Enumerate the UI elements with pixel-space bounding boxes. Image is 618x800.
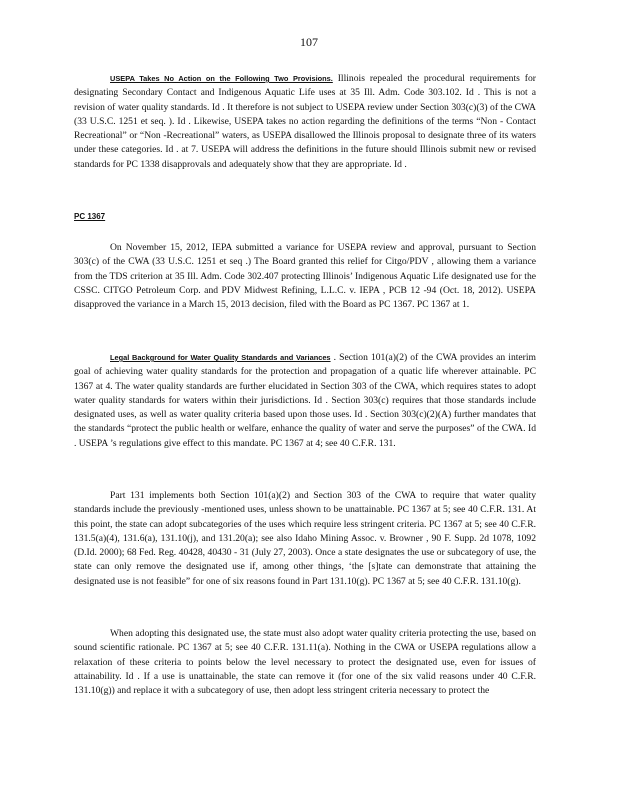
paragraph-text: Part 131 implements both Section 101(a)(2) and Section 303 of the CWA to require that water quality standards include the previously -mentioned uses, unless shown to be unattainable. PC 1367 at 5; see 40 C.F.R. 131. At this point, the state can adopt subcategories of the uses which require less stringent criteria. PC 1367 at 5; see 40 C.F.R. 131.5(a)(4), 131.6(a), 131.10(j), and 131.20(a); see also Idaho Mining Assoc. v. Browner , 90 F. Supp. 2d 1078, 1092 (D.Id. 2000); 68 Fed. Reg. 40428, 40430 - 31 (July 27, 2003). Once a state designates the use or subcategory of use, the state can only remove the designated use if, among other things, ‘the [s]tate can demonstrate that attaining the designated use is not feasible” for one of six reasons found in Part 131.10(g). PC 1367 at 5; see 40 C.F.R. 131.10(g). (74, 490, 536, 587)
paragraph-text: . Section 101(a)(2) of the CWA provides an interim goal of achieving water quality standards for the protection and propagation of a quatic life wherever attainable. PC 1367 at 4. The water quality standards are further elucidated in Section 303 of the CWA, which requires states to adopt water quality standards for waters within their jurisdictions. Id . Section 303(c) requires that those standards include designated uses, as well as water quality criteria based upon those uses. Id . Section 303(c)(2)(A) further mandates that the standards “protect the public health or welfare, enhance the quality of water and serve the purposes” of the CWA. Id . USEPA ’s regulations give effect to this mandate. PC 1367 at 4; see 40 C.F.R. 131. (74, 352, 536, 449)
subsection-heading: Legal Background for Water Quality Standards and Variances (110, 353, 331, 362)
section-heading: USEPA Takes No Action on the Following Two Provisions. (110, 74, 333, 83)
paragraph-legal-background (74, 351, 536, 451)
paragraph-1 (74, 241, 536, 312)
paragraph-text: Illinois repealed the procedural requirements for designating Secondary Contact and Indigenous Aquatic Life uses at 35 Ill. Adm. Code 303.102. Id . This is not a revision of water quality standards. Id . It therefore is not subject to USEPA review under Section 303(c)(3) of the CWA (33 U.S.C. 1251 et seq. ). Id . Likewise, USEPA takes no action regarding the definitions of the terms “Non - Contact Recreational” or “Non -Recreational” waters, as USEPA disallowed the Illinois proposal to designate three of its waters under these categories. Id . at 7. USEPA will address the definitions in the future should Illinois submit new or revised standards for PC 1338 disapprovals and adequately show that they are appropriate. Id . (74, 73, 536, 170)
paragraph (74, 72, 536, 172)
paragraph-text: When adopting this designated use, the state must also adopt water quality criteria protecting the use, based on sound scientific rationale. PC 1367 at 5; see 40 C.F.R. 131.11(a). Nothing in the CWA or USEPA regulations allow a relaxation of these criteria to points below the level necessary to protect the designated use, even for issues of attainability. Id . If a use is unattainable, the state can remove it (for one of the six valid reasons under 40 C.F.R. 131.10(g)) and replace it with a subcategory of use, then adopt less stringent criteria necessary to protect the (74, 628, 536, 697)
section-title-pc-1367: PC 1367 (74, 212, 106, 221)
paragraph-text: On November 15, 2012, IEPA submitted a variance for USEPA review and approval, pursuant to Section 303(c) of the CWA (33 U.S.C. 1251 et seq .) The Board granted this relief for Citgo/PDV , allowing them a variance from the TDS criterion at 35 Ill. Adm. Code 302.407 protecting Illinois’ Indigenous Aquatic Life designated use for the CSSC. CITGO Petroleum Corp. and PDV Midwest Refining, L.L.C. v. IEPA , PCB 12 -94 (Oct. 18, 2012). USEPA disapproved the variance in a March 15, 2013 decision, filed with the Board as PC 1367. PC 1367 at 1. (74, 242, 536, 311)
paragraph (74, 351, 536, 451)
section-usepa-no-action (74, 72, 536, 172)
paragraph-adopting-use (74, 627, 536, 698)
paragraph-part-131 (74, 489, 536, 589)
page-number: 107 (300, 35, 318, 49)
